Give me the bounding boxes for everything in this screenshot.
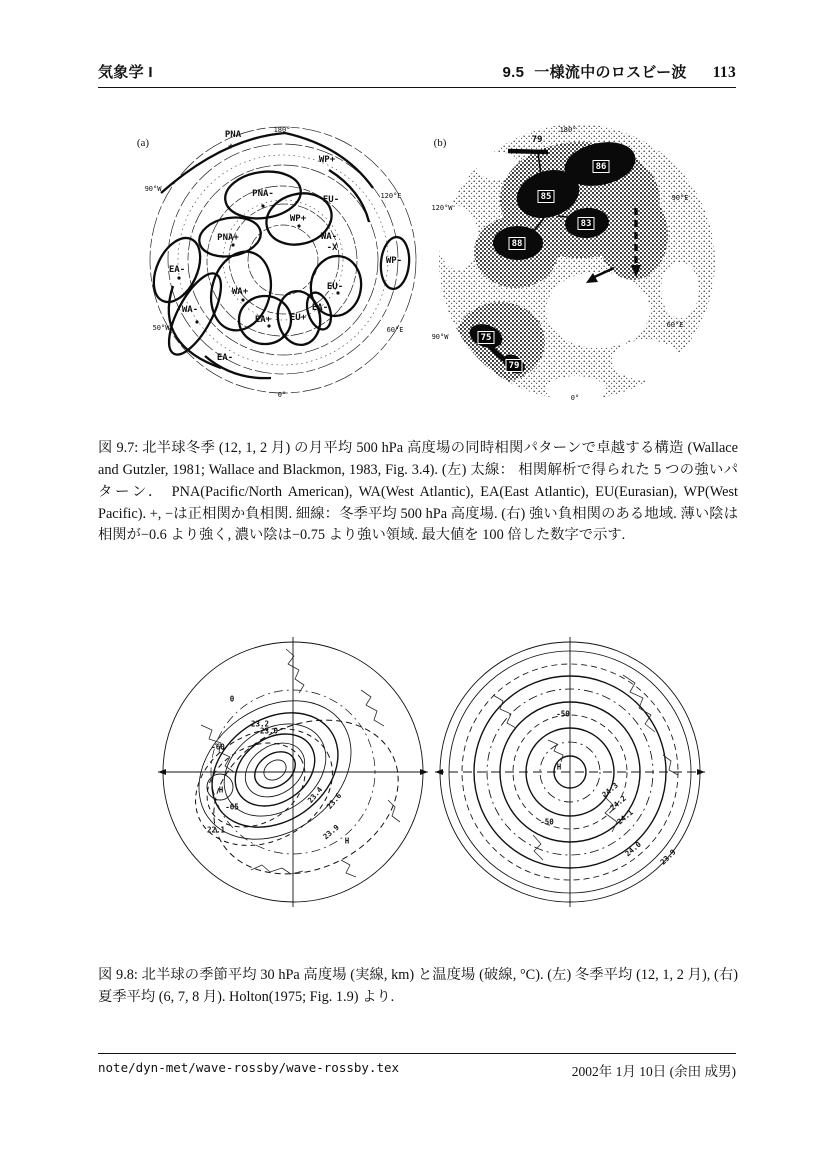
map-label: -50 — [540, 817, 554, 827]
map-label: EU+ — [289, 313, 307, 323]
map-label: 60°E — [386, 326, 404, 334]
map-label: EU- — [322, 195, 340, 205]
map-label: H — [556, 762, 562, 772]
page-header — [98, 61, 736, 82]
map-label: (a) — [136, 137, 150, 149]
map-label: (b) — [433, 137, 447, 149]
figure-9-7-caption: 図 9.7: 北半球冬季 (12, 1, 2 月) の月平均 500 hPa 高度場の同時相関パターンで卓越する構造 (Wallace and Gutzler, 1981; Wallace and Blackmon, 1983, Fig. 3.4). (左) 太線： 相関解析で得られた 5 つの強いパターン． PNA(Pacific/North American), WA(West Atlantic), EA(East Atlantic), EU(Eurasian), WP(West Pacific). +, −は正相関か負相関. 細線：冬季平均 500 hPa 高度場. (右) 強い負相関のある地域. 薄い陰は相関が−0.6 より強く, 濃い陰は−0.75 より強い領域. 最大値を 100 倍した数字で示す. — [98, 440, 738, 544]
figure-9-8-summer-map — [433, 635, 707, 909]
map-label: EA+ — [254, 315, 272, 325]
panel-a-map — [133, 118, 428, 406]
map-label: 0° — [570, 394, 580, 402]
map-label: EA- — [311, 303, 329, 313]
figure-9-8-caption: 図 9.8: 北半球の季節平均 30 hPa 高度場 (実線, km) と温度場 (破線, °C). (左) 冬季平均 (12, 1, 2 月), (右) 夏季平均 (6, 7, 8 月). Holton(1975; Fig. 1.9) より. — [98, 967, 738, 1006]
map-label: 24.3 — [600, 780, 620, 800]
map-label: 86 — [595, 162, 607, 172]
map-label: WP+ — [318, 155, 336, 165]
map-label: 24.1 — [615, 807, 635, 827]
map-label: 23.9 — [321, 822, 341, 842]
map-label: 22.1 — [206, 825, 226, 835]
header-course-title: 気象学 I — [98, 64, 153, 81]
footer-date: 2002年 1月 10日 (余田 成男) — [571, 1064, 736, 1079]
header-section-number: 9.5 — [502, 64, 525, 81]
map-label: 0° — [277, 391, 287, 399]
map-label: WA- — [320, 232, 338, 242]
map-label: WA+ — [231, 287, 249, 297]
map-label: EU- — [326, 282, 344, 292]
map-label: 120°E — [380, 192, 402, 200]
panel-b-map — [428, 120, 725, 404]
map-label: WA- — [181, 305, 199, 315]
map-label: WP- — [385, 256, 403, 266]
map-label: PNA+ — [217, 233, 239, 243]
panel-a-labels — [137, 126, 404, 399]
header-rule — [98, 87, 736, 88]
map-label: 83 — [580, 219, 592, 229]
map-label: 90°E — [671, 194, 689, 202]
map-label: EA- — [216, 353, 234, 363]
winter-map-svg — [156, 635, 430, 909]
map-label: -X — [326, 243, 338, 253]
map-label: 24.0 — [623, 839, 643, 859]
map-label: + — [228, 142, 234, 152]
map-label: WP+ — [289, 214, 307, 224]
map-label: H — [218, 785, 224, 795]
footer-rule — [98, 1053, 736, 1054]
map-label: 79 — [508, 361, 520, 371]
map-label: 23.6 — [324, 791, 344, 811]
map-label: EA- — [168, 265, 186, 275]
map-label: 85 — [540, 192, 552, 202]
map-label: 79 — [531, 135, 543, 145]
map-label: 24.2 — [608, 793, 628, 813]
page-footer — [98, 1060, 736, 1080]
map-label: -60 — [211, 742, 225, 752]
map-label: 23.2 — [250, 719, 270, 729]
map-label: 60°E — [666, 321, 684, 329]
map-label: PNA — [224, 130, 242, 140]
map-label: 0 — [229, 694, 235, 704]
continent-outlines — [201, 649, 400, 877]
map-label: H — [344, 836, 350, 846]
map-label: 180° — [559, 126, 577, 134]
map-label: 90°W — [144, 185, 162, 193]
map-label: 50°W — [152, 324, 170, 332]
map-label: PNA- — [252, 189, 274, 199]
figure-9-7-panel-a — [133, 118, 428, 406]
map-label: 23.9 — [658, 847, 678, 867]
header-section-title: 一様流中のロスビー波 — [534, 64, 687, 81]
figure-9-8-winter-map — [156, 635, 430, 909]
map-label: 23.4 — [305, 785, 325, 805]
map-label: -65 — [225, 802, 239, 812]
map-label: 88 — [511, 239, 523, 249]
map-label: 75 — [480, 333, 492, 343]
map-label: 23.0 — [259, 726, 279, 736]
footer-file-path: note/dyn-met/wave-rossby/wave-rossby.tex — [98, 1060, 400, 1075]
summer-map-svg — [433, 635, 707, 909]
map-label: 90°W — [431, 333, 449, 341]
figure-9-7-panel-b — [428, 120, 725, 404]
header-right — [503, 61, 736, 82]
map-label: -50 — [556, 709, 570, 719]
map-label: 180° — [273, 126, 291, 134]
map-label: 120°W — [431, 204, 453, 212]
header-page-number: 113 — [712, 64, 736, 81]
